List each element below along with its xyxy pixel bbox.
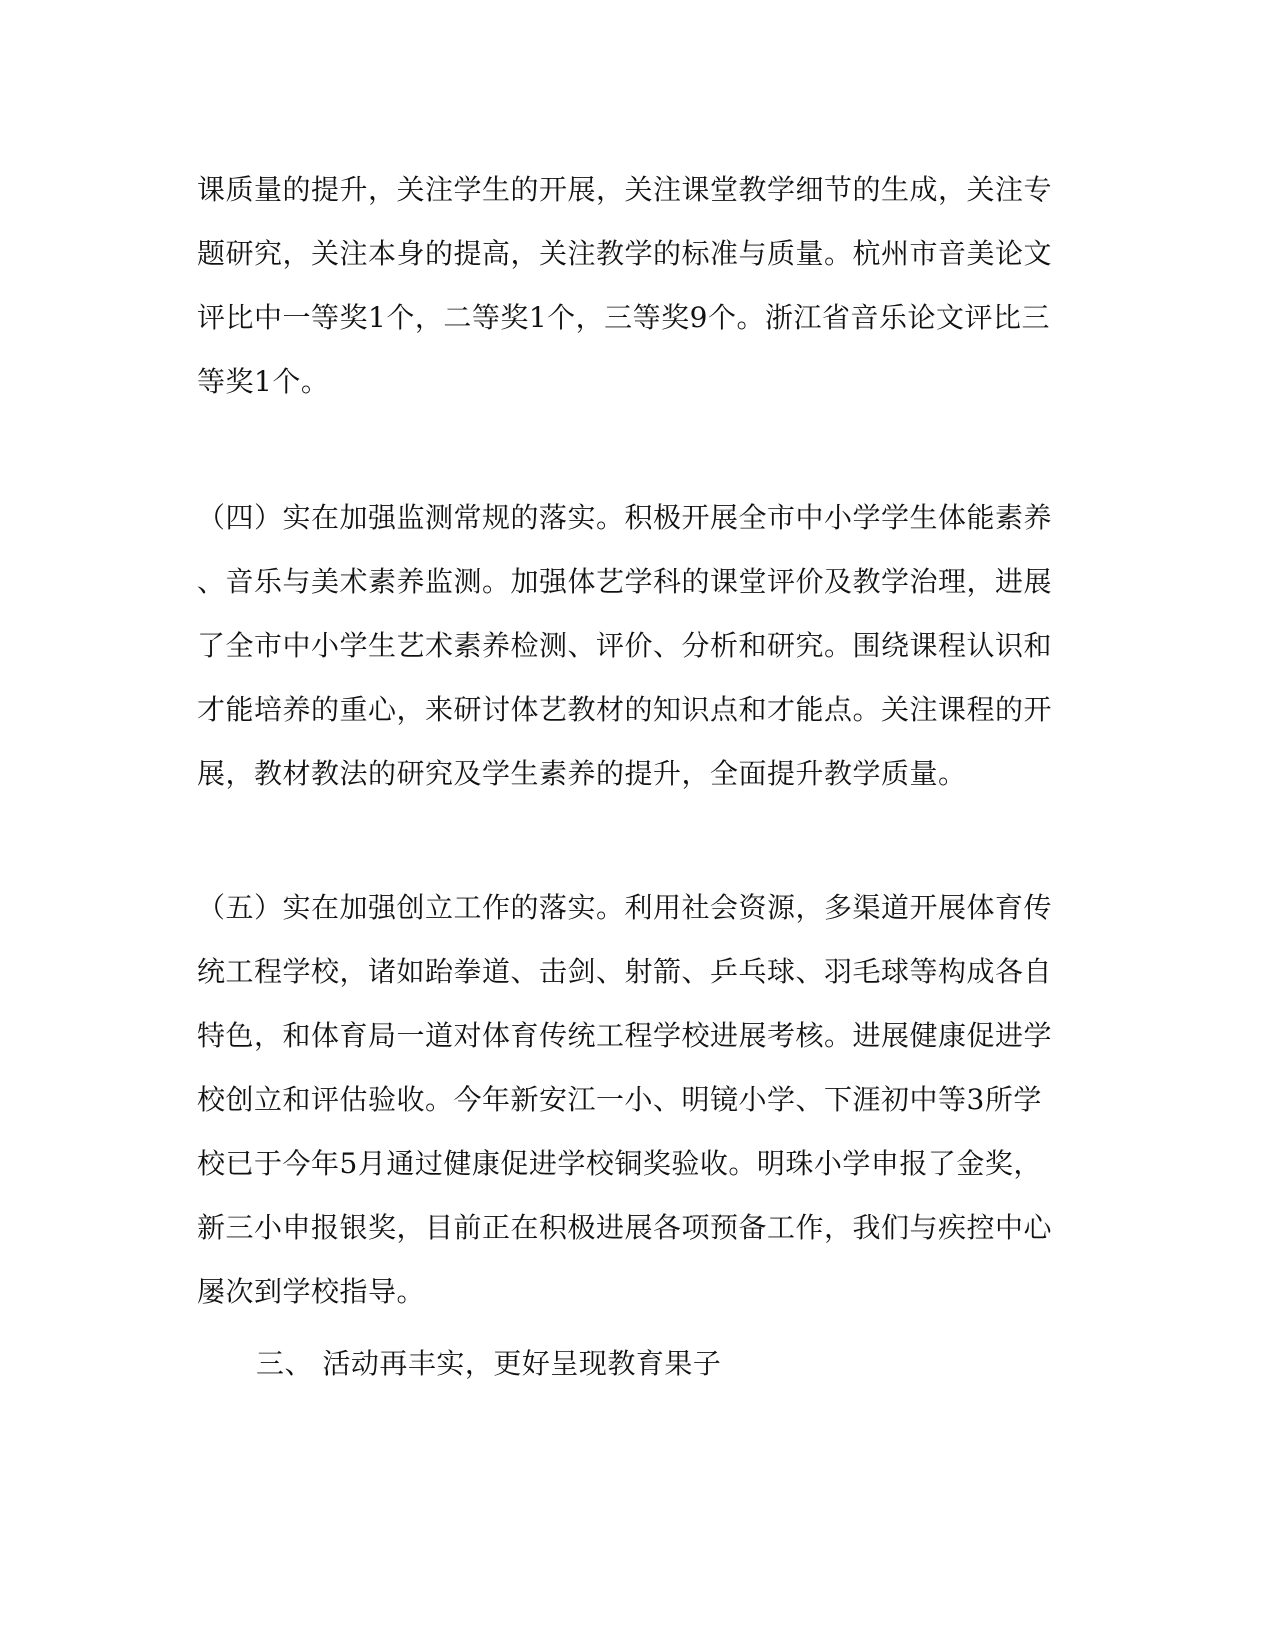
paragraph-line: 才能培养的重心，来研讨体艺教材的知识点和才能点。关注课程的开 bbox=[197, 693, 1053, 726]
paragraph-awards bbox=[197, 158, 1077, 414]
paragraph-line: 特色，和体育局一道对体育传统工程学校进展考核。进展健康促进学 bbox=[197, 1019, 1053, 1052]
section-heading: 三、 活动再丰实，更好呈现教育果子 bbox=[256, 1347, 722, 1380]
paragraph-line: 了全市中小学生艺术素养检测、评价、分析和研究。围绕课程认识和 bbox=[197, 629, 1053, 662]
paragraph-line: 等奖1个。 bbox=[197, 365, 330, 398]
paragraph-line: 校创立和评估验收。今年新安江一小、明镜小学、下涯初中等3所学 bbox=[197, 1083, 1042, 1116]
paragraph-line: 统工程学校，诸如跆拳道、击剑、射箭、乒乓球、羽毛球等构成各自 bbox=[197, 955, 1053, 988]
paragraph-line: 、音乐与美术素养监测。加强体艺学科的课堂评价及教学治理，进展 bbox=[197, 565, 1053, 598]
paragraph-line: 校已于今年5月通过健康促进学校铜奖验收。明珠小学申报了金奖， bbox=[197, 1147, 1042, 1180]
paragraph-line: 题研究，关注本身的提高，关注教学的标准与质量。杭州市音美论文 bbox=[197, 237, 1053, 270]
paragraph-line: 评比中一等奖1个，二等奖1个，三等奖9个。浙江省音乐论文评比三 bbox=[197, 301, 1050, 334]
paragraph-line: 展，教材教法的研究及学生素养的提升，全面提升教学质量。 bbox=[197, 757, 967, 790]
paragraph-line: 课质量的提升，关注学生的开展，关注课堂教学细节的生成，关注专 bbox=[197, 173, 1053, 206]
paragraph-line: （五）实在加强创立工作的落实。利用社会资源，多渠道开展体育传 bbox=[197, 891, 1053, 924]
paragraph-line: 新三小申报银奖，目前正在积极进展各项预备工作，我们与疾控中心 bbox=[197, 1211, 1053, 1244]
paragraph-monitoring bbox=[197, 486, 1077, 806]
paragraph-line: 屡次到学校指导。 bbox=[197, 1275, 426, 1308]
paragraph-line: （四）实在加强监测常规的落实。积极开展全市中小学学生体能素养 bbox=[197, 501, 1053, 534]
paragraph-creation-work bbox=[197, 876, 1077, 1324]
